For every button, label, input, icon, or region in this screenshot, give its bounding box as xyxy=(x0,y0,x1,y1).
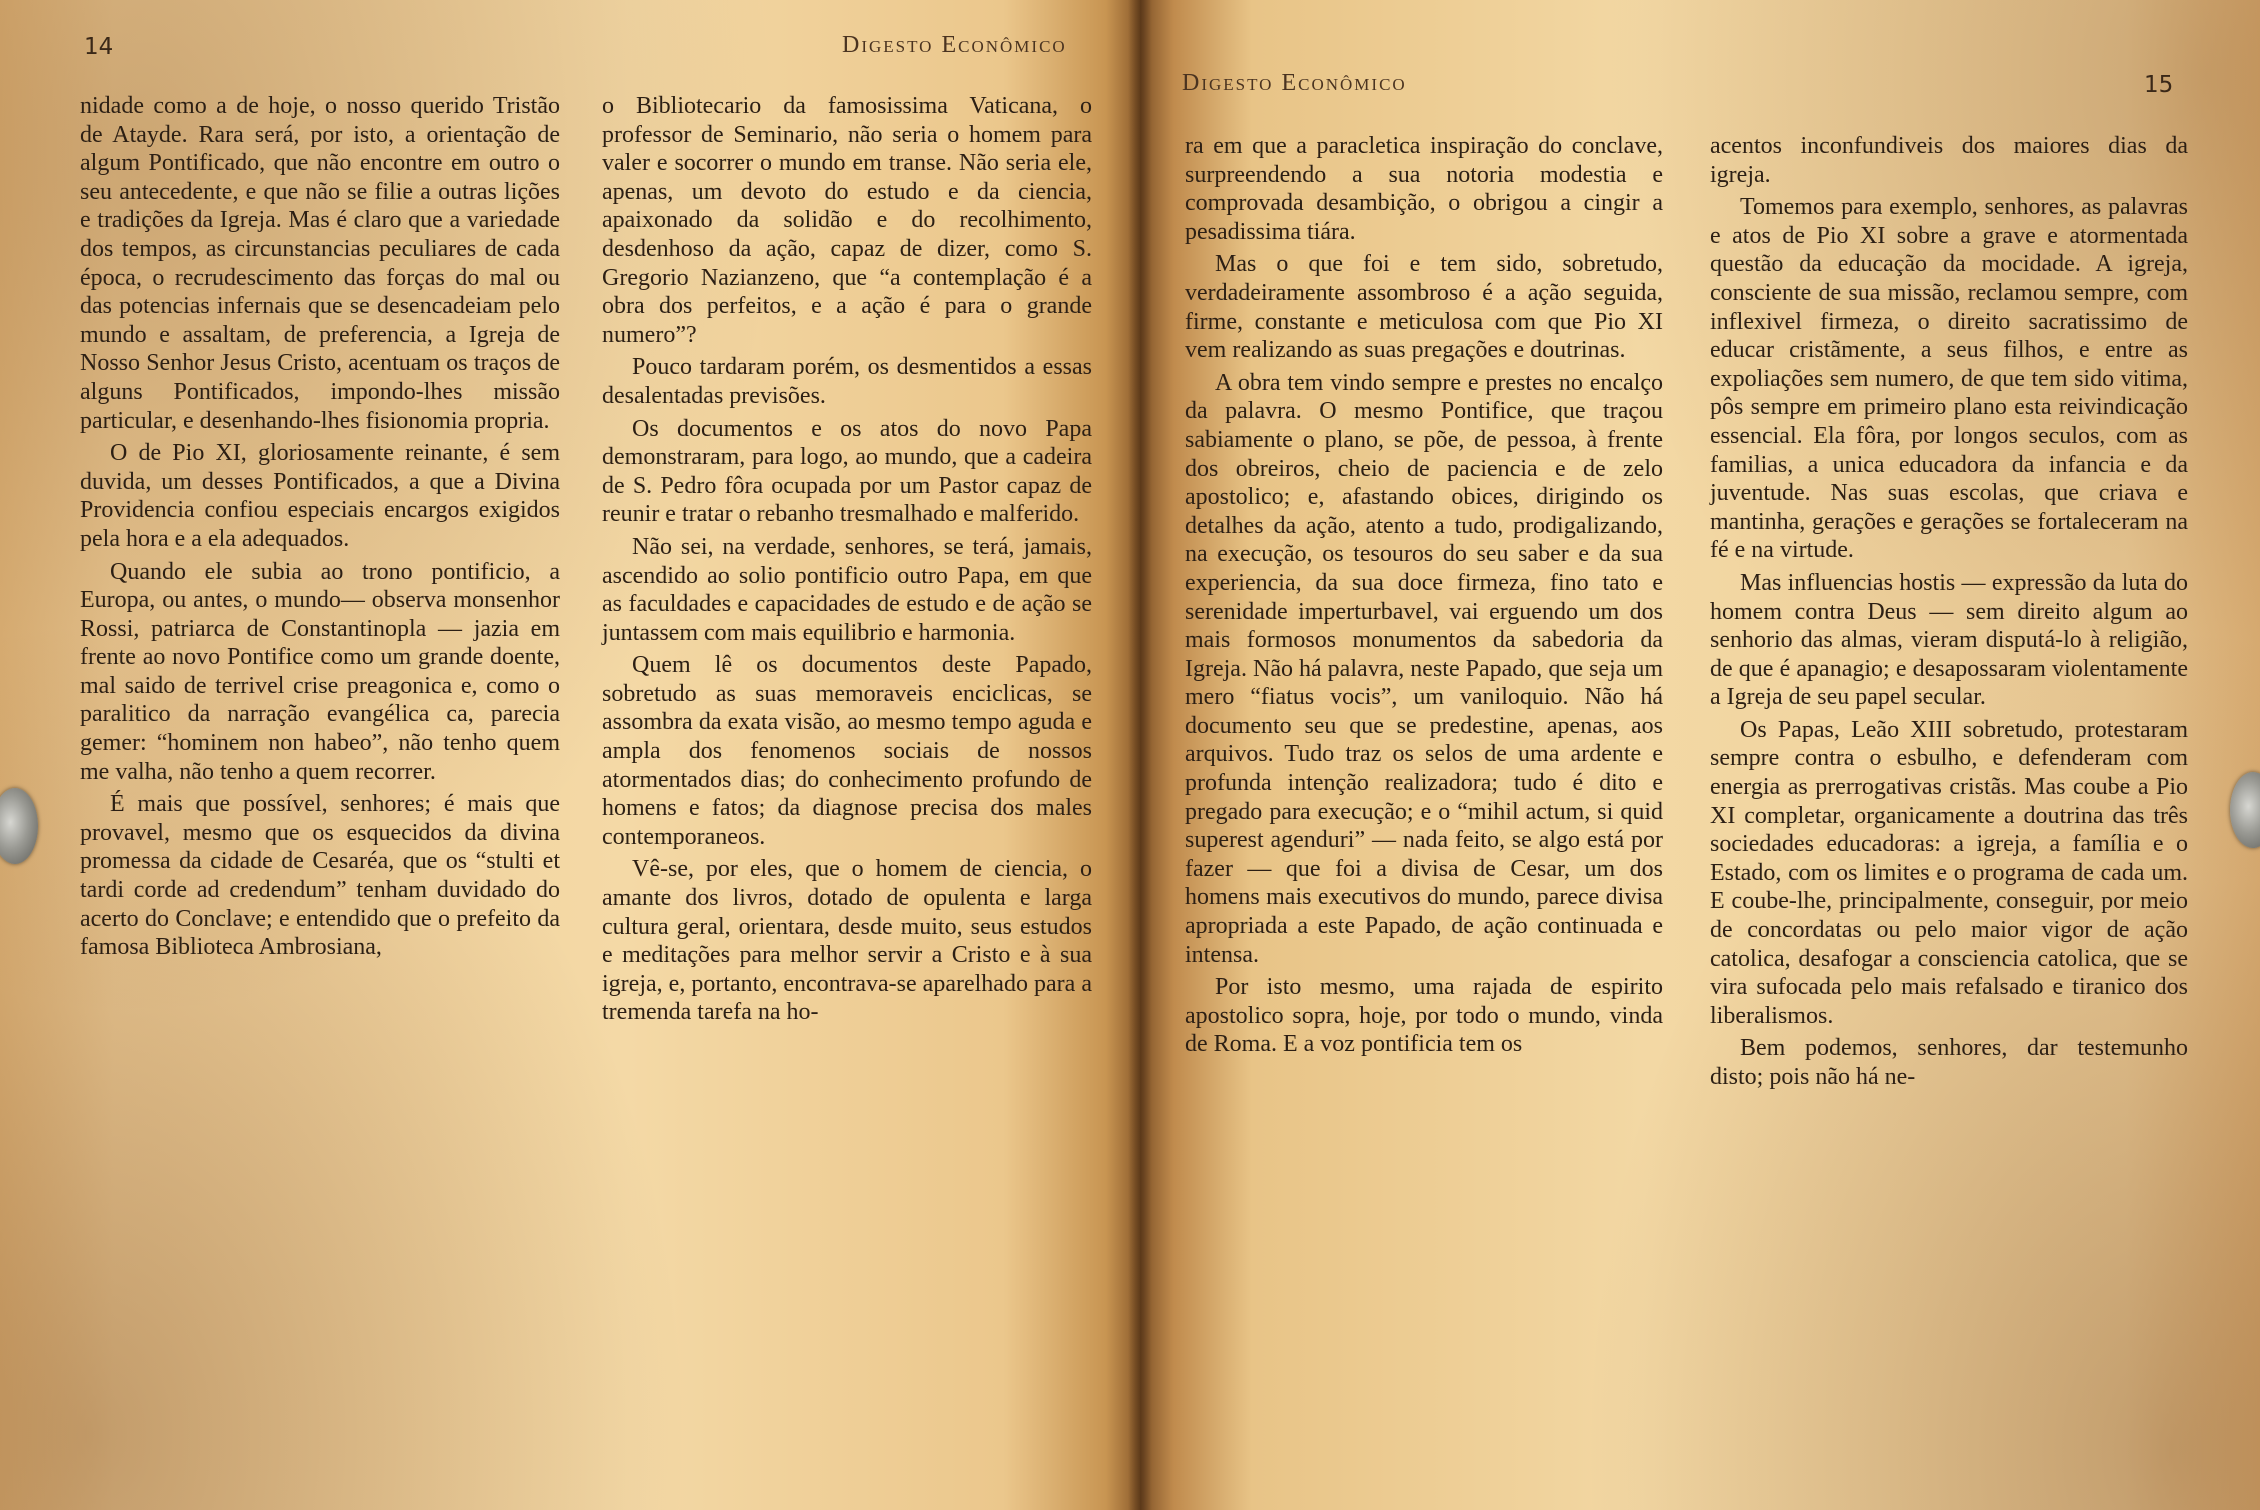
running-head: Digesto Econômico xyxy=(842,32,1067,58)
paragraph: O de Pio XI, gloriosamente reinante, é sem duvida, um desses Pontificados, a que a Divina Providencia confiou especiais encargos exigidos pela hora e a ela adequados. xyxy=(80,440,560,552)
paragraph: Tomemos para exemplo, senhores, as palavras e atos de Pio XI sobre a grave e atormentada questão da educação da mocidade. A igreja, consciente de sua missão, reclamou sempre, com inflexivel firmeza, o direito sacratissimo de educar cristãmente, a seus filhos, e entre as expoliações sem numero, de que tem sido vitima, pôs sempre em primeiro plano esta reivindicação essencial. Ela fôra, por longos seculos, com as familias, a unica educadora da infancia e da juventude. Nas suas escolas, que criava e mantinha, gerações e gerações se fortaleceram na fé e na virtude. xyxy=(1710,194,2188,564)
left-column-2 xyxy=(602,92,1092,1031)
paragraph: acentos inconfundiveis dos maiores dias da igreja. xyxy=(1710,133,2188,188)
paragraph: ra em que a paracletica inspiração do conclave, surpreendendo a sua notoria modestia e comprovada desambição, o obrigou a cingir a pesadissima tiára. xyxy=(1185,133,1663,245)
book-gutter xyxy=(1128,0,1152,1510)
binding-hole xyxy=(0,788,38,864)
paragraph: Os documentos e os atos do novo Papa demonstraram, para logo, ao mundo, que a cadeira de S. Pedro fôra ocupada por um Pastor capaz de reunir e tratar o rebanho tresmalhado e malferido. xyxy=(602,415,1092,528)
paragraph: Quando ele subia ao trono pontificio, a Europa, ou antes, o mundo— observa monsenhor Rossi, patriarca de Constantinopla — jazia em frente ao novo Pontifice como um grande doente, mal saido de terrivel crise preagonica e, como o paralitico da narração evangélica ca, parecia gemer: “hominem non habeo”, não tenho quem me valha, não tenho a quem recorrer. xyxy=(80,558,560,785)
page-number: 14 xyxy=(84,34,114,60)
paragraph: Vê-se, por eles, que o homem de ciencia, o amante dos livros, dotado de opulenta e larga cultura geral, orientara, desde muito, seus estudos e meditações para melhor servir a Cristo e à sua igreja, e, portanto, encontrava-se aparelhado para a tremenda tarefa na ho- xyxy=(602,856,1092,1026)
paragraph: É mais que possível, senhores; é mais que provavel, mesmo que os esquecidos da divina promessa da cidade de Cesaréa, que os “stulti et tardi corde ad credendum” tenham duvidado do acerto do Conclave; e entendido que o prefeito da famosa Biblioteca Ambrosiana, xyxy=(80,791,560,961)
paragraph: o Bibliotecario da famosissima Vaticana, o professor de Seminario, não seria o homem para valer e socorrer o mundo em transe. Não seria ele, apenas, um devoto do estudo e da ciencia, apaixonado da solidão e do recolhimento, desdenhoso da ação, capaz de dizer, como S. Gregorio Nazianzeno, que “a contemplação é a obra dos perfeitos, e a ação é para o grande numero”? xyxy=(602,93,1092,348)
right-column-2 xyxy=(1710,132,2188,1096)
paragraph: A obra tem vindo sempre e prestes no encalço da palavra. O mesmo Pontifice, que traçou sabiamente o plano, se põe, de pessoa, à frente dos obreiros, cheio de paciencia e de zelo apostolico; e, afastando obices, dirigindo os detalhes da ação, atento a tudo, prodigalizando, na execução, os tesouros do seu saber e da sua experiencia, da sua doce firmeza, fino tato e serenidade imperturbavel, vai erguendo um dos mais formosos monumentos da sabedoria da Igreja. Não há palavra, neste Papado, que seja um mero “fiatus vocis”, um vaniloquio. Não há documento seu que se predestine, apenas, aos arquivos. Tudo traz os selos de uma ardente e profunda intenção realizadora; tudo é dito e pregado para execução; e o “mihil actum, si quid superest agenduri” — nada feito, se algo está por fazer — que foi a divisa de Cesar, um dos homens mais executivos do mundo, parece divisa apropriada a este Papado, de ação continuada e intensa. xyxy=(1185,369,1663,968)
left-column-1 xyxy=(80,92,560,966)
paragraph: Bem podemos, senhores, dar testemunho disto; pois não há ne- xyxy=(1710,1035,2188,1090)
paragraph: Pouco tardaram porém, os desmentidos a essas desalentadas previsões. xyxy=(602,354,1092,409)
paragraph: Mas influencias hostis — expressão da luta do homem contra Deus — sem direito algum ao senhorio das almas, vieram disputá-lo à religião, de que é apanagio; e desapossaram violentamente a Igreja de seu papel secular. xyxy=(1710,569,2188,711)
right-page xyxy=(1140,0,2260,1510)
paragraph: Mas o que foi e tem sido, sobretudo, verdadeiramente assombroso é a ação seguida, firme, constante e meticulosa com que Pio XI vem realizando as suas pregações e doutrinas. xyxy=(1185,251,1663,364)
right-column-1 xyxy=(1185,132,1663,1063)
binding-hole xyxy=(2230,772,2260,848)
running-head: Digesto Econômico xyxy=(1182,70,1407,96)
paragraph: Não sei, na verdade, senhores, se terá, jamais, ascendido ao solio pontificio outro Papa, em que as faculdades e capacidades de estudo e de ação se juntassem com mais equilibrio e harmonia. xyxy=(602,533,1092,646)
paragraph: Os Papas, Leão XIII sobretudo, protestaram sempre contra o esbulho, e defenderam com energia as prerrogativas cristãs. Mas coube a Pio XI completar, organicamente a doutrina das três sociedades educadoras: a igreja, a família e o Estado, com os limites e o programa de cada um. E coube-lhe, principalmente, conseguir, por meio de concordatas ou pelo maior vigor de ação catolica, desafogar a consciencia catolica, que se vira sufocada pelo mais refalsado e tiranico dos liberalismos. xyxy=(1710,716,2188,1029)
paragraph: nidade como a de hoje, o nosso querido Tristão de Atayde. Rara será, por isto, a orientação de algum Pontificado, que não encontre em outro o seu antecedente, e que não se filie a outras lições e tradições da Igreja. Mas é claro que a variedade dos tempos, as circunstancias peculiares de cada época, o recrudescimento das forças do mal ou das potencias infernais que se desencadeiam pelo mundo e assaltam, de preferencia, a Igreja de Nosso Senhor Jesus Cristo, acentuam os traços de alguns Pontificados, impondo-lhes missão particular, e desenhando-lhes fisionomia propria. xyxy=(80,93,560,434)
paragraph: Quem lê os documentos deste Papado, sobretudo as suas memoraveis enciclicas, se assombra da exata visão, ao mesmo tempo aguda e ampla dos fenomenos sociais de nossos atormentados dias; do conhecimento profundo de homens e fatos; da diagnose precisa dos males contemporaneos. xyxy=(602,652,1092,850)
paragraph: Por isto mesmo, uma rajada de espirito apostolico sopra, hoje, por todo o mundo, vinda de Roma. E a voz pontificia tem os xyxy=(1185,974,1663,1058)
page-number: 15 xyxy=(2144,72,2174,98)
